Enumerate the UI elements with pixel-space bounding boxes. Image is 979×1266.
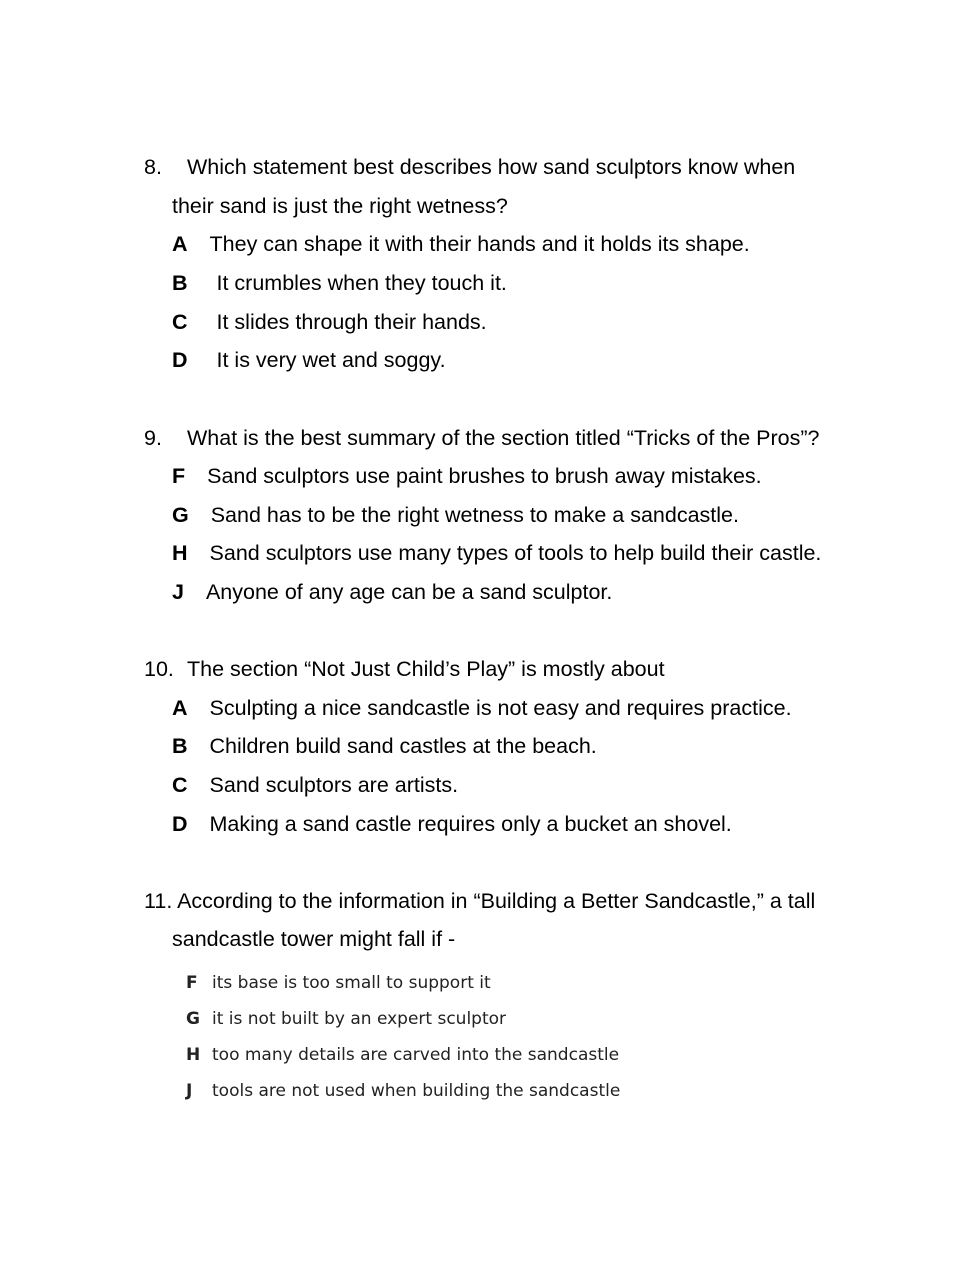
option-letter: F (172, 464, 186, 488)
option-letter: F (186, 973, 198, 993)
question-8-stem (144, 154, 795, 180)
answer-option[interactable] (186, 972, 491, 994)
option-text: it is not built by an expert sculptor (212, 1009, 507, 1029)
question-stem-text: What is the best summary of the section titled “Tricks of the Pros”? (187, 426, 820, 450)
option-letter: H (186, 1045, 201, 1065)
answer-option[interactable] (172, 231, 750, 257)
answer-option[interactable] (172, 502, 739, 528)
answer-option[interactable] (186, 1008, 506, 1030)
option-text: It crumbles when they touch it. (216, 271, 507, 295)
option-letter: C (172, 310, 188, 334)
option-text: It is very wet and soggy. (216, 348, 446, 372)
option-text: Making a sand castle requires only a bucket an shovel. (209, 812, 732, 836)
answer-option[interactable] (172, 540, 821, 566)
option-text: Sculpting a nice sandcastle is not easy and requires practice. (209, 696, 792, 720)
option-letter: A (172, 696, 188, 720)
answer-option[interactable] (172, 579, 612, 605)
option-letter: A (172, 232, 188, 256)
question-stem-text: Which statement best describes how sand sculptors know when (187, 155, 796, 179)
answer-option[interactable] (186, 1044, 619, 1066)
answer-option[interactable] (172, 695, 792, 721)
option-letter: C (172, 773, 188, 797)
option-letter: G (186, 1009, 200, 1029)
option-text: They can shape it with their hands and it holds its shape. (209, 232, 750, 256)
question-11-stem-cont: sandcastle tower might fall if - (172, 927, 456, 951)
question-8-stem-cont: their sand is just the right wetness? (172, 194, 508, 218)
answer-option[interactable] (172, 733, 597, 759)
question-number: 11. (144, 889, 173, 913)
question-number: 8. (144, 155, 162, 179)
option-text: Sand sculptors use paint brushes to brush away mistakes. (207, 464, 762, 488)
option-letter: J (172, 580, 184, 604)
option-text: Sand sculptors are artists. (209, 773, 459, 797)
option-letter: H (172, 541, 188, 565)
question-10-stem (144, 656, 665, 682)
answer-option[interactable] (172, 463, 762, 489)
question-stem-text: According to the information in “Building a Better Sandcastle,” a tall (177, 889, 816, 913)
option-text: its base is too small to support it (212, 973, 491, 993)
option-text: too many details are carved into the sandcastle (212, 1045, 620, 1065)
option-letter: B (172, 734, 188, 758)
question-number: 9. (144, 426, 162, 450)
answer-option[interactable] (172, 772, 458, 798)
answer-option[interactable] (186, 1080, 620, 1102)
option-letter: D (172, 812, 188, 836)
option-text: Anyone of any age can be a sand sculptor. (205, 580, 613, 604)
option-letter: D (172, 348, 188, 372)
question-number: 10. (144, 657, 174, 681)
option-letter: B (172, 271, 188, 295)
question-11-stem (144, 888, 815, 914)
option-text: Children build sand castles at the beach. (209, 734, 597, 758)
question-stem-text: The section “Not Just Child’s Play” is mostly about (187, 657, 665, 681)
option-letter: J (186, 1081, 193, 1101)
question-9-stem (144, 425, 820, 451)
answer-option[interactable] (172, 270, 507, 296)
option-letter: G (172, 503, 189, 527)
answer-option[interactable] (172, 347, 446, 373)
answer-option[interactable] (172, 309, 487, 335)
option-text: It slides through their hands. (216, 310, 487, 334)
answer-option[interactable] (172, 811, 732, 837)
option-text: tools are not used when building the sandcastle (212, 1081, 621, 1101)
option-text: Sand has to be the right wetness to make a sandcastle. (210, 503, 739, 527)
option-text: Sand sculptors use many types of tools to help build their castle. (209, 541, 822, 565)
